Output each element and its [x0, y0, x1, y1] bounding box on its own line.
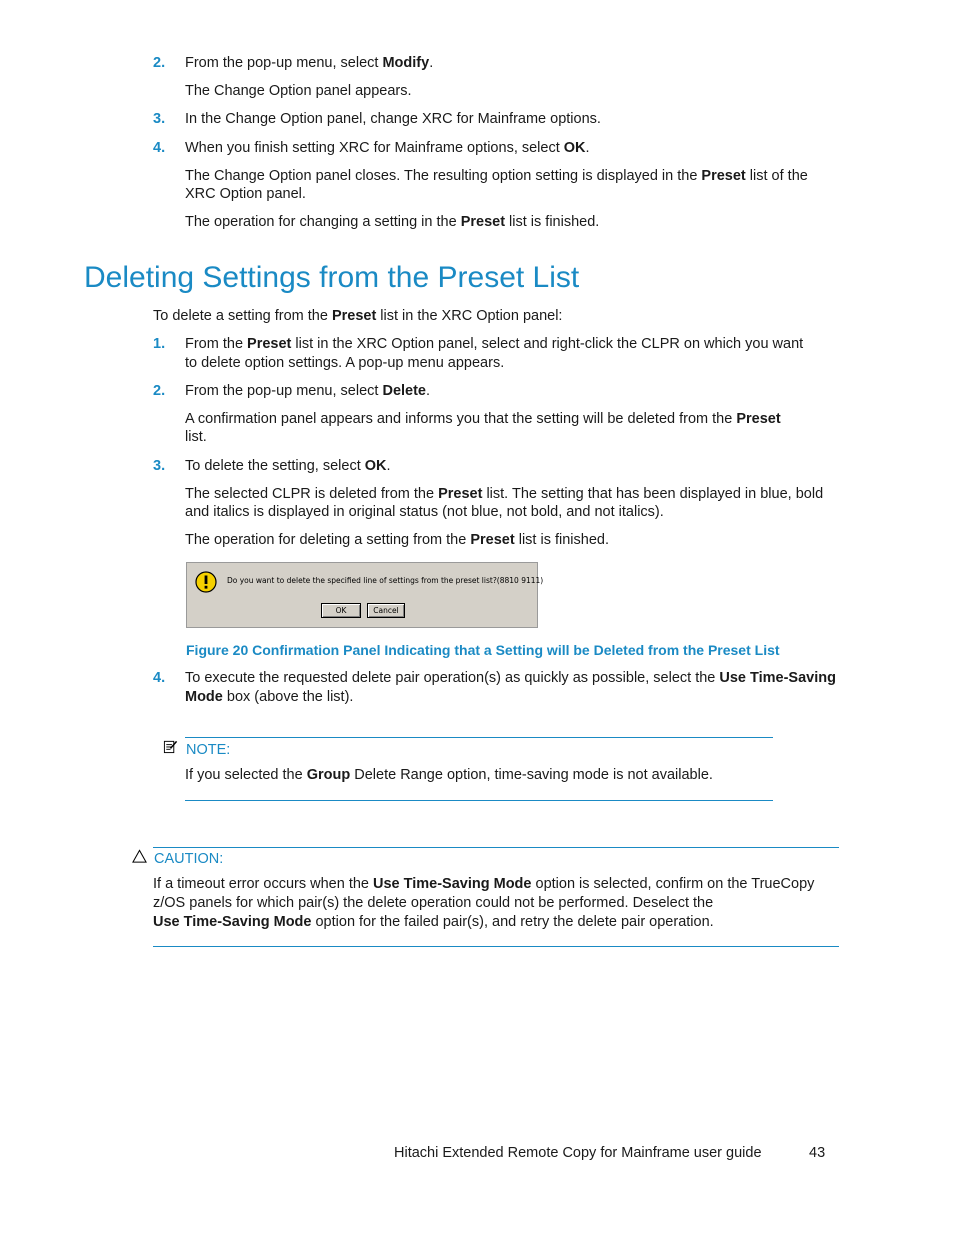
step-result: The Change Option panel appears. [185, 83, 412, 99]
note-text: If you selected the Group Delete Range option, time-saving mode is not available. [185, 767, 713, 783]
caution-top-rule [153, 847, 839, 848]
step-text: to delete option settings. A pop-up menu appears. [185, 355, 505, 371]
step-result: list. [185, 429, 207, 445]
note-top-rule [185, 737, 773, 738]
caution-triangle-icon [132, 849, 147, 864]
dialog-message: Do you want to delete the specified line of settings from the preset list?(8810 9111) [227, 576, 544, 585]
step-number: 4. [153, 140, 166, 156]
finish-text: The operation for changing a setting in the Preset list is finished. [185, 214, 600, 230]
step-number: 2. [153, 55, 166, 71]
step-number: 3. [153, 111, 166, 127]
step-text: To delete the setting, select OK. [185, 458, 391, 474]
figure-caption: Figure 20 Confirmation Panel Indicating that a Setting will be Deleted from the Preset List [186, 642, 780, 658]
step-result: A confirmation panel appears and informs you that the setting will be deleted from the Preset [185, 411, 781, 427]
caution-label: CAUTION: [154, 851, 224, 867]
step-number: 4. [153, 670, 166, 686]
step-text: To execute the requested delete pair operation(s) as quickly as possible, select the Use Time-Saving [185, 670, 836, 686]
step-result: The Change Option panel closes. The resulting option setting is displayed in the Preset list of the [185, 168, 808, 184]
step-text: From the pop-up menu, select Delete. [185, 383, 431, 399]
step-number: 1. [153, 336, 166, 352]
step-number: 2. [153, 383, 166, 399]
finish-text: The operation for deleting a setting from the Preset list is finished. [185, 532, 609, 548]
footer-title: Hitachi Extended Remote Copy for Mainframe user guide [394, 1145, 762, 1161]
step-result: XRC Option panel. [185, 186, 306, 202]
step-number: 3. [153, 458, 166, 474]
step-text: From the pop-up menu, select Modify. [185, 55, 434, 71]
step-text: Mode box (above the list). [185, 689, 354, 705]
ok-button[interactable]: OK [321, 603, 361, 618]
section-heading: Deleting Settings from the Preset List [84, 261, 580, 294]
cancel-button[interactable]: Cancel [367, 603, 405, 618]
page-number: 43 [809, 1145, 826, 1161]
step-result: and italics is displayed in original status (not blue, not bold, and not italics). [185, 504, 664, 520]
caution-text: Use Time-Saving Mode option for the failed pair(s), and retry the delete pair operation. [153, 914, 714, 930]
caution-text: z/OS panels for which pair(s) the delete operation could not be performed. Deselect the [153, 895, 714, 911]
warning-icon [195, 571, 217, 593]
caution-bottom-rule [153, 946, 839, 947]
caution-text: If a timeout error occurs when the Use Time-Saving Mode option is selected, confirm on the TrueCopy [153, 876, 815, 892]
step-text: When you finish setting XRC for Mainframe options, select OK. [185, 140, 590, 156]
note-label: NOTE: [186, 742, 231, 758]
note-bottom-rule [185, 800, 773, 801]
confirmation-dialog-figure [186, 562, 544, 628]
note-pad-icon [163, 739, 178, 754]
section-intro: To delete a setting from the Preset list in the XRC Option panel: [153, 308, 563, 324]
step-text: In the Change Option panel, change XRC for Mainframe options. [185, 111, 601, 127]
step-result: The selected CLPR is deleted from the Preset list. The setting that has been displayed in blue, bold [185, 486, 824, 502]
step-text: From the Preset list in the XRC Option panel, select and right-click the CLPR on which you want [185, 336, 804, 352]
